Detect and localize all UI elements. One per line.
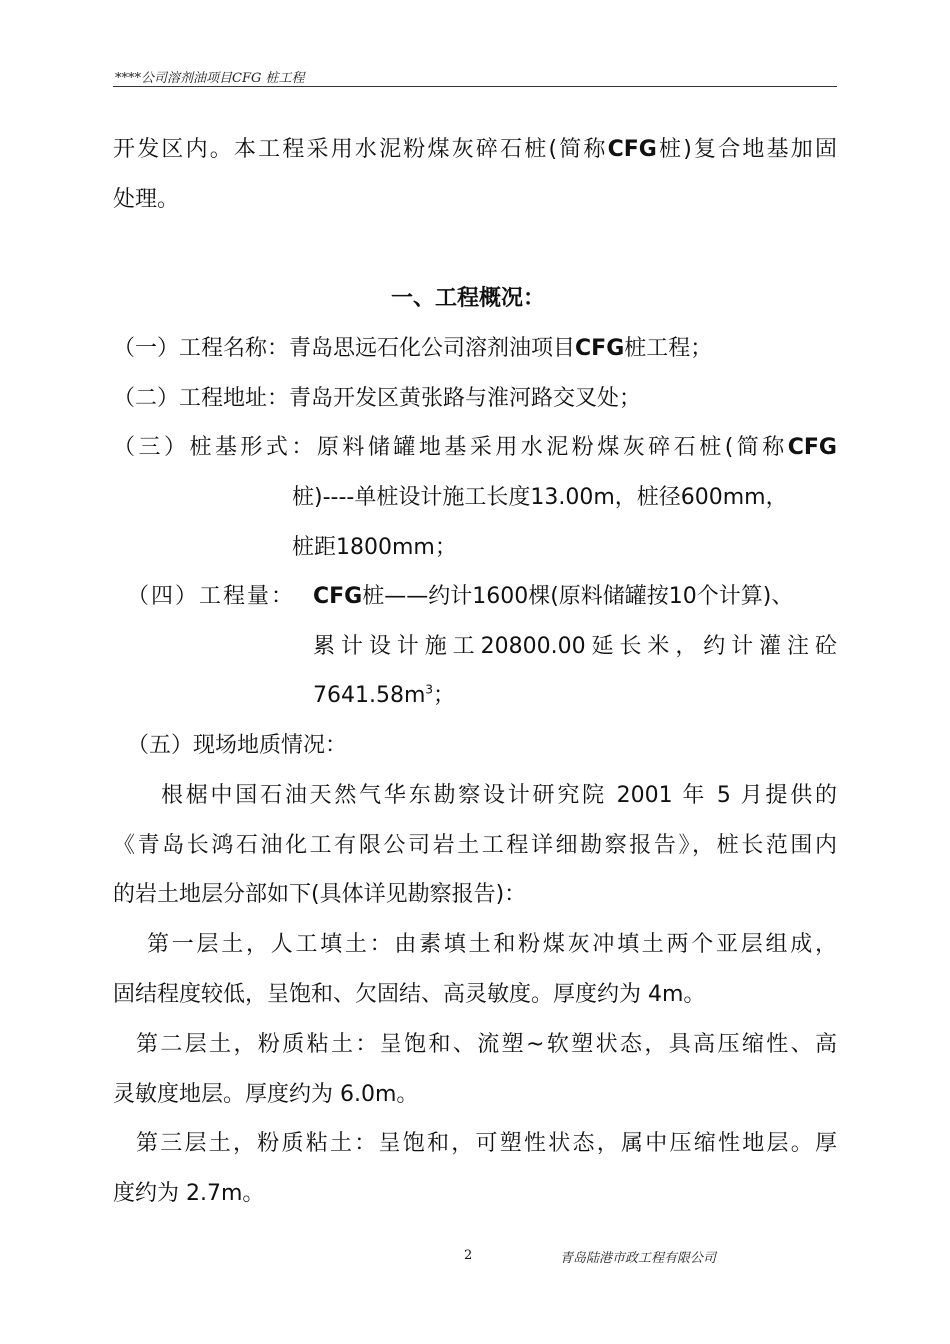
intro-text: 桩)复合地基加固 [656,137,837,162]
item-quantity-line-1 [313,582,793,612]
item-label: （二）工程地址： [113,386,290,411]
item-quantity-line-3 [313,681,455,711]
item-text: 桩工程； [624,336,713,361]
item-quantity-label: （四）工程量： [127,584,296,609]
item-text: 7641.58m [313,683,426,708]
item-label: （三）桩基形式： [113,435,317,460]
item-quantity-line-2: 累计设计施工20800.00延长米，约计灌注砼 [313,634,837,659]
cfg-term: CFG [787,435,837,460]
header-title: ****公司溶剂油项目CFG 桩工程 [115,71,305,86]
superscript: 3 [425,682,434,697]
footer-company: 青岛陆港市政工程有限公司 [560,1251,717,1266]
geology-p1-line-1: 根椐中国石油天然气华东勘察设计研究院 2001 年 5 月提供的 [161,783,837,808]
geology-p4-line-2: 度约为 2.7m。 [113,1181,265,1206]
cfg-term: CFG [313,584,363,609]
item-pile-form-line-3: 桩距1800mm； [292,535,457,560]
item-text: 原料储罐地基采用水泥粉煤灰碎石桩(简称 [316,435,788,460]
geology-p3-line-2: 灵敏度地层。厚度约为 6.0m。 [113,1082,419,1107]
item-geology-heading [127,731,347,761]
item-text: ； [433,683,456,708]
cfg-term: CFG [575,336,625,361]
intro-text: 开发区内。本工程采用水泥粉煤灰碎石桩(简称 [113,137,608,162]
geology-p2-line-2: 固结程度较低，呈饱和、欠固结、高灵敏度。厚度约为 4m。 [113,982,706,1007]
item-label: （五）现场地质情况： [127,733,348,758]
item-text: 青岛思远石化公司溶剂油项目 [289,336,576,361]
item-project-name [113,334,712,364]
geology-p3-line-1: 第二层土，粉质粘土：呈饱和、流塑~软塑状态，具高压缩性、高 [136,1032,837,1057]
page-header [113,66,837,87]
item-project-address [113,384,641,414]
section-title: 一、工程概况： [391,286,546,311]
item-pile-form-line-2: 桩)----单桩设计施工长度13.00m，桩径600mm， [292,485,788,510]
item-label: （一）工程名称： [113,336,290,361]
geology-p1-line-3: 的岩土地层分部如下(具体详见勘察报告)： [113,882,527,907]
intro-line-2: 处理。 [113,187,180,212]
geology-p1-line-2: 《青岛长鸿石油化工有限公司岩土工程详细勘察报告》，桩长范围内 [113,833,837,858]
item-text: 桩——约计1600棵(原料储罐按10个计算)、 [362,584,794,609]
item-text: 青岛开发区黄张路与淮河路交叉处； [289,386,642,411]
geology-p2-line-1: 第一层土，人工填土：由素填土和粉煤灰冲填土两个亚层组成， [147,932,837,957]
geology-p4-line-1: 第三层土，粉质粘土：呈饱和，可塑性状态，属中压缩性地层。厚 [136,1131,837,1156]
page-number: 2 [464,1248,473,1263]
cfg-term: CFG [607,137,657,162]
intro-line-1 [113,135,837,165]
item-pile-form [113,433,837,463]
